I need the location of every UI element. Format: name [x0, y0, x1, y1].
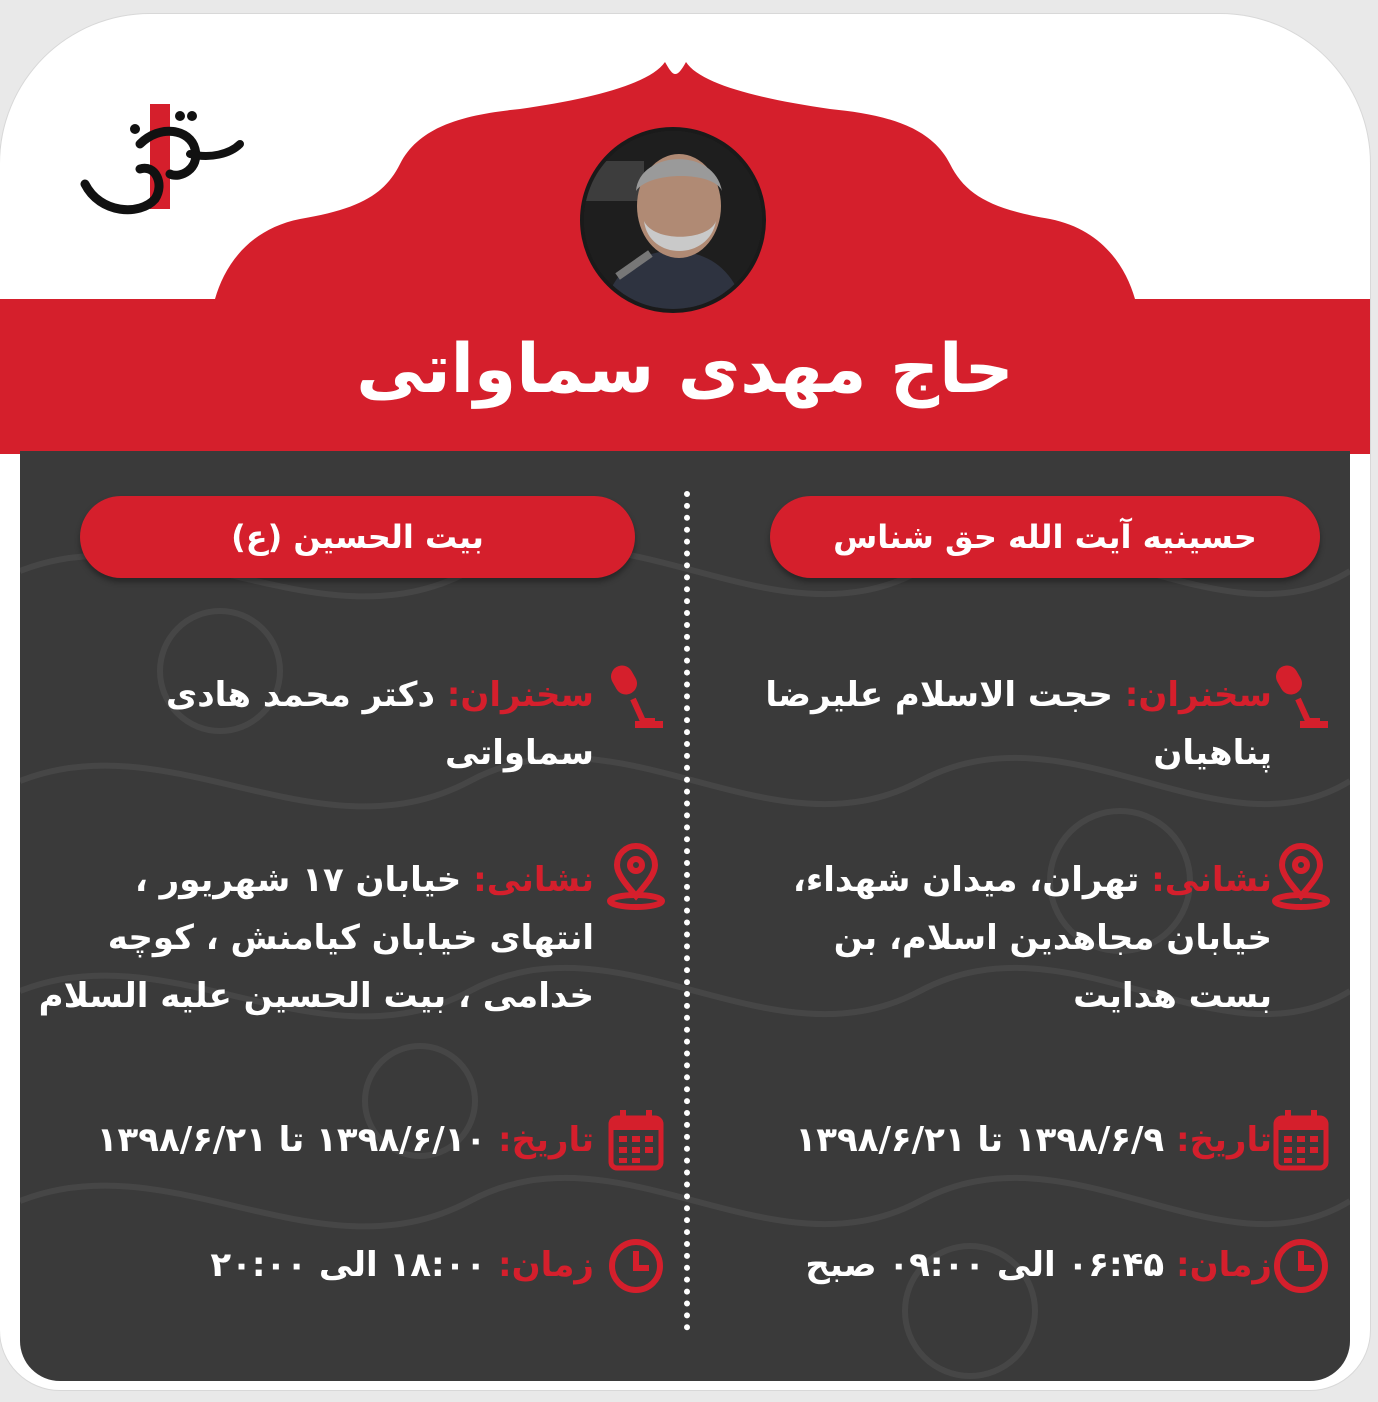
speaker-avatar: [584, 131, 762, 309]
time-row: [74, 1236, 594, 1294]
address-label: نشانی:: [473, 860, 594, 900]
events-panel: [20, 451, 1350, 1381]
time-label: زمان:: [1175, 1245, 1272, 1285]
calendar-icon: [605, 1106, 667, 1176]
venue-pill: بیت الحسین (ع): [80, 496, 635, 578]
address-label: نشانی:: [1151, 860, 1272, 900]
page-title: حاج مهدی سماواتی: [356, 330, 1014, 409]
time-label: زمان:: [497, 1245, 594, 1285]
speaker-value: دکتر محمد هادی سماواتی: [166, 675, 594, 773]
date-label: تاریخ:: [498, 1120, 594, 1160]
brand-logo: [80, 104, 245, 224]
date-row: [24, 1111, 594, 1169]
column-divider: [684, 491, 690, 1331]
speaker-label: سخنران:: [446, 675, 594, 715]
microphone-icon: [1270, 661, 1332, 731]
date-label: تاریخ:: [1176, 1120, 1272, 1160]
clock-icon: [1270, 1231, 1332, 1301]
address-row: [34, 851, 594, 1025]
poster-card: [0, 14, 1370, 1390]
time-value: ۱۸:۰۰ الی ۲۰:۰۰: [210, 1245, 487, 1285]
address-row: [752, 851, 1272, 1025]
time-row: [712, 1236, 1272, 1294]
microphone-icon: [605, 661, 667, 731]
event-column-right: [700, 451, 1350, 1381]
calendar-icon: [1270, 1106, 1332, 1176]
address-value: تهران، میدان شهداء، خیابان مجاهدین اسلام، بن بست هدایت: [792, 860, 1272, 1016]
venue-pill: حسینیه آیت الله حق شناس: [770, 496, 1320, 578]
speaker-row: [134, 666, 594, 782]
speaker-row: [732, 666, 1272, 782]
date-value: ۱۳۹۸/۶/۹ تا ۱۳۹۸/۶/۲۱: [795, 1120, 1165, 1160]
date-row: [672, 1111, 1272, 1169]
location-pin-icon: [605, 841, 667, 911]
speaker-label: سخنران:: [1124, 675, 1272, 715]
address-value: خیابان ۱۷ شهریور ، انتهای خیابان کیامنش ، کوچه خدامی ، بیت الحسین علیه السلام: [38, 860, 594, 1016]
location-pin-icon: [1270, 841, 1332, 911]
clock-icon: [605, 1231, 667, 1301]
event-column-left: [20, 451, 684, 1381]
date-value: ۱۳۹۸/۶/۱۰ تا ۱۳۹۸/۶/۲۱: [96, 1120, 487, 1160]
speaker-value: حجت الاسلام علیرضا پناهیان: [765, 675, 1272, 773]
time-value: ۰۶:۴۵ الی ۰۹:۰۰ صبح: [805, 1245, 1165, 1285]
